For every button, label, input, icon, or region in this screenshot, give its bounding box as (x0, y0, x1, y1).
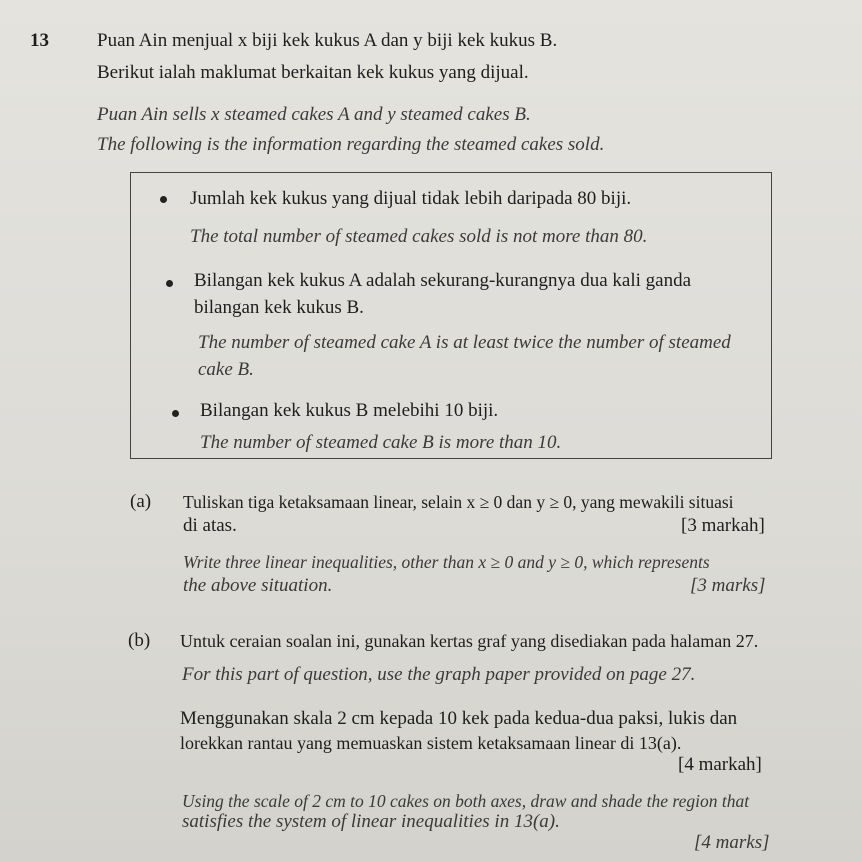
info-2-en-line-1: The number of steamed cake A is at least twice the number of steamed (198, 332, 731, 353)
info-1-en: The total number of steamed cakes sold is not more than 80. (190, 226, 648, 247)
part-b-ms-line-1: Untuk ceraian soalan ini, gunakan kertas graf yang disediakan pada halaman 27. (180, 631, 759, 651)
info-3-en: The number of steamed cake B is more than 10. (200, 432, 562, 453)
part-b-en-marks: [4 marks] (694, 832, 770, 853)
bullet-dot (172, 410, 179, 417)
part-b-ms-line-2: Menggunakan skala 2 cm kepada 10 kek pada kedua-dua paksi, lukis dan (180, 708, 738, 729)
info-2-ms-line-1: Bilangan kek kukus A adalah sekurang-kurangnya dua kali ganda (194, 270, 692, 291)
part-a-ms-line-2: di atas. (183, 515, 237, 536)
part-a-en-line-2: the above situation. (183, 575, 333, 596)
info-2-ms-line-2: bilangan kek kukus B. (194, 297, 364, 318)
info-2-en-line-2: cake B. (198, 359, 254, 380)
info-1-ms: Jumlah kek kukus yang dijual tidak lebih daripada 80 biji. (190, 188, 632, 209)
info-3-ms: Bilangan kek kukus B melebihi 10 biji. (200, 400, 499, 421)
part-a-label: (a) (130, 491, 152, 512)
part-b-ms-marks: [4 markah] (678, 754, 762, 775)
intro-ms-line-1: Puan Ain menjual x biji kek kukus A dan y biji kek kukus B. (97, 30, 558, 51)
bullet-dot (166, 280, 173, 287)
part-a-en-line-1: Write three linear inequalities, other than x ≥ 0 and y ≥ 0, which represents (183, 552, 710, 572)
part-a-ms-line-1: Tuliskan tiga ketaksamaan linear, selain x ≥ 0 dan y ≥ 0, yang mewakili situasi (183, 492, 734, 512)
part-b-ms-line-3: lorekkan rantau yang memuaskan sistem ketaksamaan linear di 13(a). (180, 733, 682, 753)
part-b-en-line-3: satisfies the system of linear inequalities in 13(a). (182, 811, 560, 832)
intro-ms-line-2: Berikut ialah maklumat berkaitan kek kukus yang dijual. (97, 62, 529, 83)
part-b-en-line-2: Using the scale of 2 cm to 10 cakes on both axes, draw and shade the region that (182, 791, 750, 811)
bullet-dot (160, 196, 167, 203)
part-a-en-marks: [3 marks] (690, 575, 766, 596)
part-b-label: (b) (128, 630, 151, 651)
intro-en-line-1: Puan Ain sells x steamed cakes A and y steamed cakes B. (97, 104, 531, 125)
part-b-en-line-1: For this part of question, use the graph paper provided on page 27. (182, 664, 696, 685)
part-a-ms-marks: [3 markah] (681, 515, 765, 536)
question-number: 13 (30, 30, 49, 51)
intro-en-line-2: The following is the information regarding the steamed cakes sold. (97, 134, 605, 155)
